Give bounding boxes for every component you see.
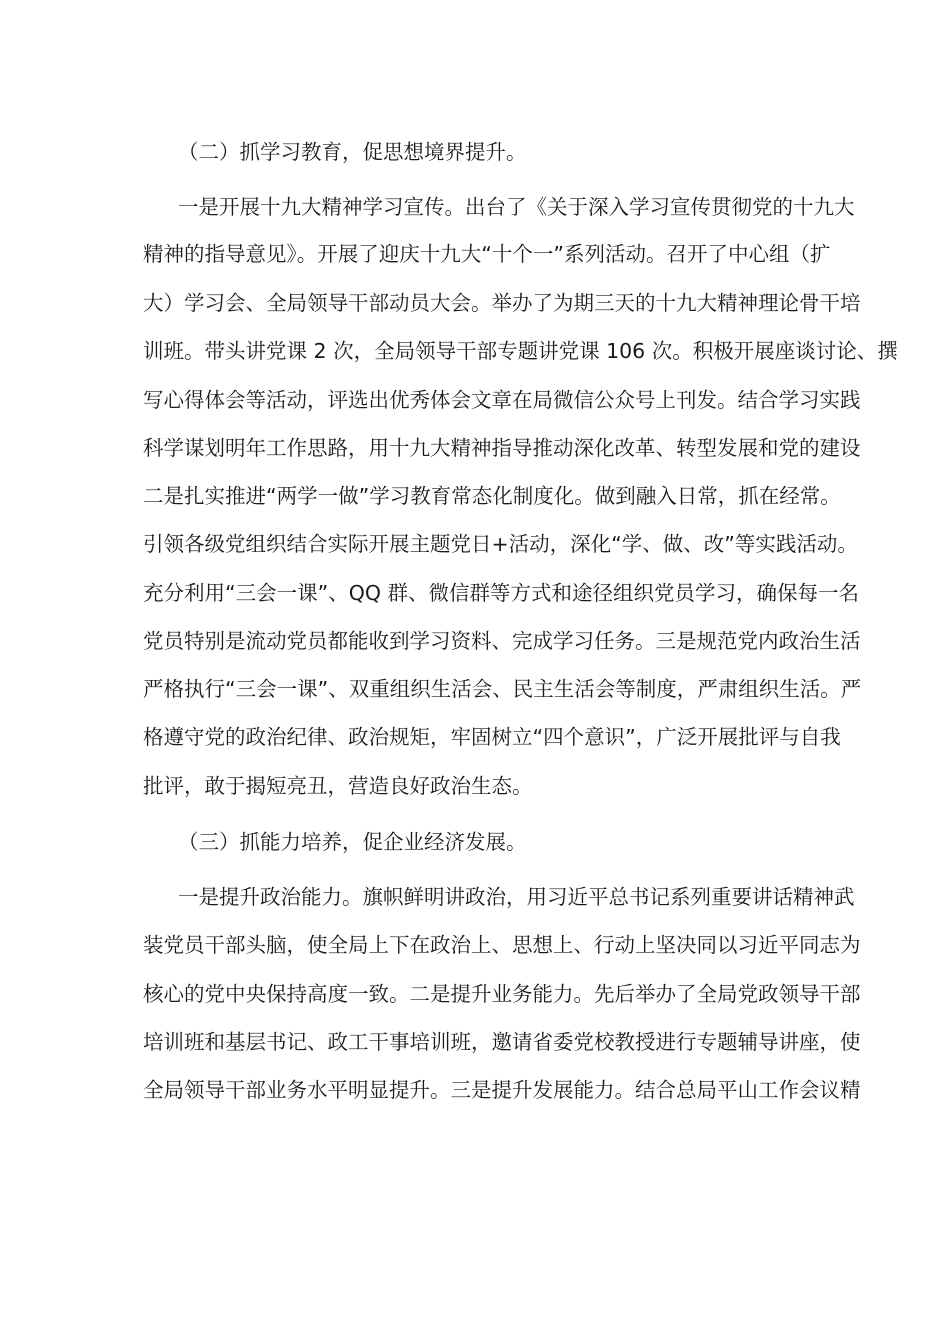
paragraph-line: 大）学习会、全局领导干部动员大会。举办了为期三天的十九大精神理论骨干培	[143, 291, 861, 315]
paragraph-line: 充分利用“三会一课”、QQ 群、微信群等方式和途径组织党员学习，确保每一名	[143, 581, 860, 605]
paragraph-line: 一是提升政治能力。旗帜鲜明讲政治，用习近平总书记系列重要讲话精神武	[178, 885, 855, 909]
paragraph-line: 精神的指导意见》。开展了迎庆十九大“十个一”系列活动。召开了中心组（扩	[143, 242, 831, 266]
paragraph-line: 装党员干部头脑，使全局上下在政治上、思想上、行动上坚决同以习近平同志为	[143, 933, 861, 957]
paragraph-line: 一是开展十九大精神学习宣传。出台了《关于深入学习宣传贯彻党的十九大	[178, 195, 855, 219]
paragraph-line: 格遵守党的政治纪律、政治规矩，牢固树立“四个意识”，广泛开展批评与自我	[143, 725, 841, 749]
paragraph-line: 科学谋划明年工作思路，用十九大精神指导推动深化改革、转型发展和党的建设	[143, 436, 861, 460]
paragraph-line: 全局领导干部业务水平明显提升。三是提升发展能力。结合总局平山工作会议精	[143, 1078, 861, 1102]
paragraph-line: 核心的党中央保持高度一致。二是提升业务能力。先后举办了全局党政领导干部	[143, 982, 861, 1006]
paragraph-line: 引领各级党组织结合实际开展主题党日+活动，深化“学、做、改”等实践活动。	[143, 532, 858, 556]
section-heading-3: （三）抓能力培养，促企业经济发展。	[178, 830, 527, 854]
paragraph-line: 二是扎实推进“两学一做”学习教育常态化制度化。做到融入日常，抓在经常。	[143, 484, 841, 508]
section-heading-2: （二）抓学习教育，促思想境界提升。	[178, 140, 527, 164]
paragraph-line: 党员特别是流动党员都能收到学习资料、完成学习任务。三是规范党内政治生活	[143, 629, 861, 653]
paragraph-line: 训班。带头讲党课 2 次，全局领导干部专题讲党课 106 次。积极开展座谈讨论、撰	[143, 339, 898, 363]
paragraph-line: 培训班和基层书记、政工干事培训班，邀请省委党校教授进行专题辅导讲座，使	[143, 1030, 861, 1054]
paragraph-line: 写心得体会等活动，评选出优秀体会文章在局微信公众号上刊发。结合学习实践	[143, 388, 861, 412]
paragraph-line: 严格执行“三会一课”、双重组织生活会、民主生活会等制度，严肃组织生活。严	[143, 677, 862, 701]
paragraph-line: 批评，敢于揭短亮丑，营造良好政治生态。	[143, 774, 533, 798]
